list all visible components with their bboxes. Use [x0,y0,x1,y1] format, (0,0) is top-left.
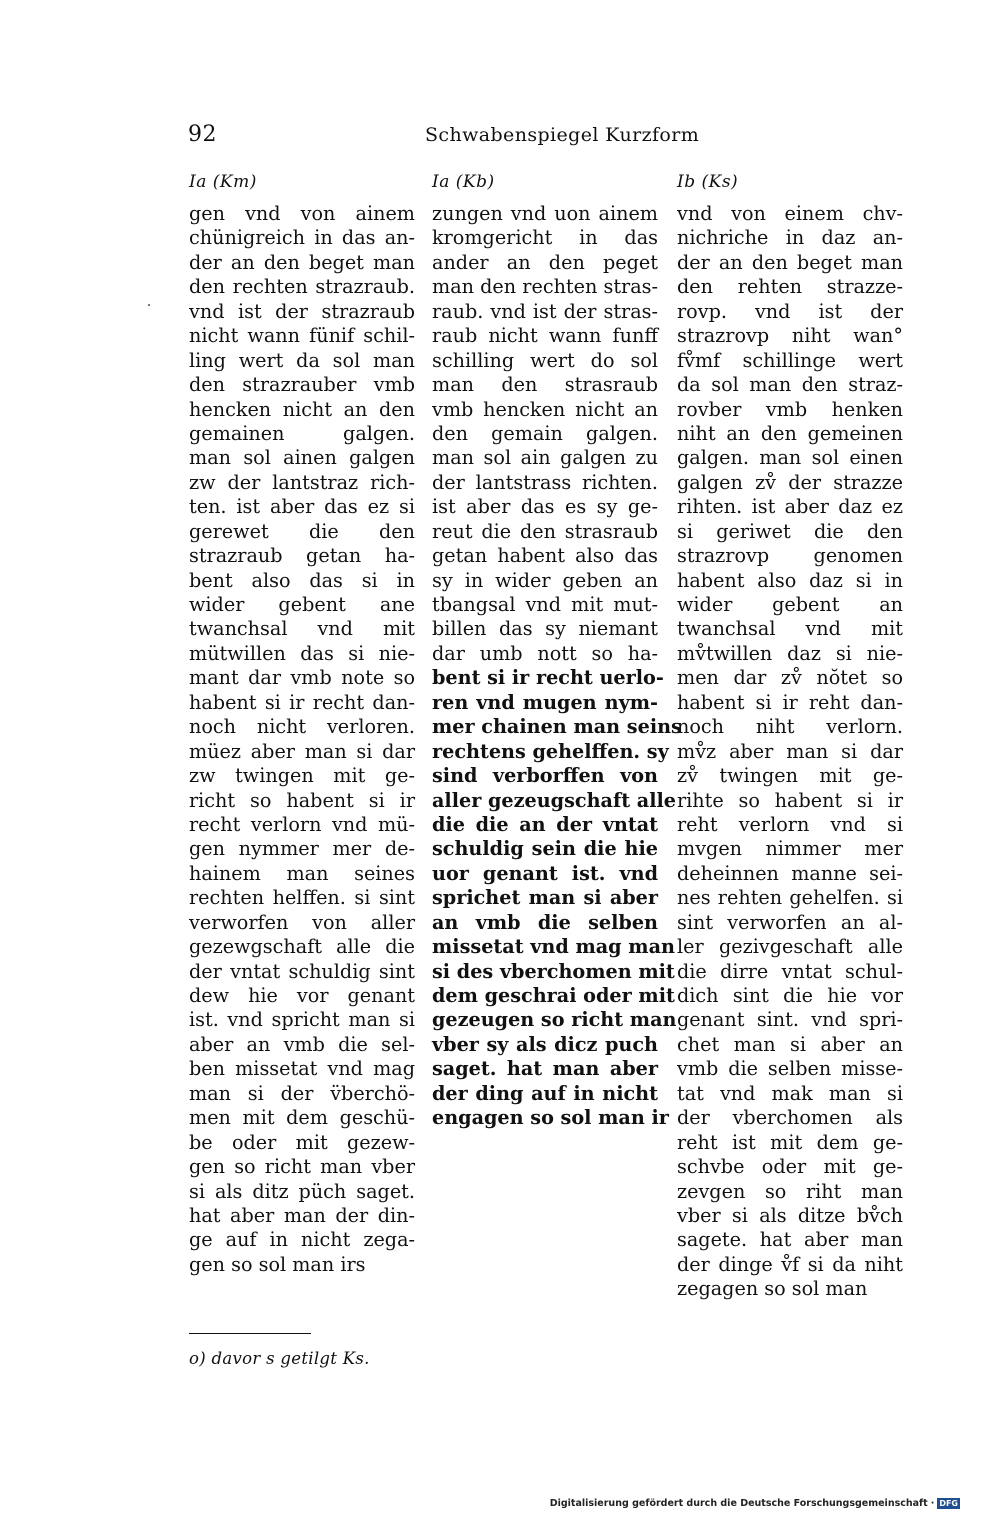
text-line: mant dar vmb note so [189,666,415,690]
text-line: gezeugen so richt man [432,1008,677,1032]
text-line: hencken nicht an den [189,397,415,421]
text-line: ren vnd mugen nym- [432,690,658,714]
text-line: ten. ist aber das ez si [189,495,415,519]
text-column-kb [432,202,682,1131]
page-number: 92 [188,122,217,147]
text-line: nicht wann fünif schil- [189,324,415,348]
text-line: gerewet die den [189,519,415,543]
text-line: rovp. vnd ist der [677,299,903,323]
text-line: wider gebent ane [189,593,415,616]
text-column-km [189,202,415,1277]
text-line: rihte so habent si ir [677,788,903,812]
text-line: hat aber man der din- [189,1203,415,1227]
text-line: ler gezivgeschaft alle [677,935,903,959]
text-line: gen vnd von ainem [189,202,415,225]
text-line: raub. vnd ist der stras- [432,299,658,323]
scan-speck [148,304,150,306]
text-line: uor genant ist. vnd [432,861,658,885]
text-line: zevgen so riht man [677,1179,903,1203]
text-line: rovber vmb henken [677,397,903,421]
text-line: der vntat schuldig sint [189,959,415,983]
text-line: man den strasraub [432,373,658,397]
text-line: habent si ir recht dan- [189,690,415,714]
text-line: billen das sy niemant [432,617,658,641]
text-line: sagete. hat aber man [677,1228,903,1252]
text-line: dich sint die hie vor [677,984,903,1007]
text-line: tat vnd mak man si [677,1081,903,1105]
footnote: o) davor s getilgt Ks. [189,1349,370,1368]
text-line: chet man si aber an [677,1032,903,1056]
text-line: strazrovp genomen [677,544,903,568]
column-heading-ks: Ib (Ks) [677,172,739,192]
text-line: reht ist mit dem ge- [677,1130,903,1154]
text-line: den gemain galgen. [432,421,658,445]
text-line: rechtens gehelffen. sy [432,739,669,763]
text-line: verworfen von aller [189,910,415,934]
text-line: dew hie vor genant [189,984,415,1007]
text-line: gemainen galgen. [189,421,415,445]
text-line: den rehten strazze- [677,275,903,299]
text-line: mvgen nimmer mer [677,837,903,861]
text-line: hainem man seines [189,861,415,885]
text-line: raub nicht wann funff [432,324,658,348]
text-line: vber sy als dicz puch [432,1032,658,1056]
text-line: saget. hat man aber [432,1057,658,1081]
text-line: men dar zv̊ nŏtet so [677,666,903,690]
text-line: den strazrauber vmb [189,373,415,397]
text-line: die dirre vntat schul- [677,959,903,983]
text-line: wider gebent an [677,593,903,616]
text-line: schvbe oder mit ge- [677,1155,903,1179]
text-line: zw twingen mit ge- [189,764,415,788]
text-line: dem geschrai oder mit [432,984,675,1007]
text-line: der lantstrass richten. [432,470,658,494]
text-line: rechten helffen. si sint [189,886,415,910]
text-line: sint verworfen an al- [677,910,903,934]
text-line: niht an den gemeinen [677,421,903,445]
text-line: reht verlorn vnd si [677,812,903,836]
digitization-note [550,1498,960,1509]
text-line: zungen vnd uon ainem [432,202,658,225]
text-line: man sol ain galgen zu [432,446,658,470]
text-line: si geriwet die den [677,519,903,543]
text-line: twanchsal vnd mit [677,617,903,641]
separator-dot: · [930,1498,935,1509]
text-line: galgen. man sol einen [677,446,903,470]
text-line: der vberchomen als [677,1106,903,1130]
text-column-ks [677,202,903,1302]
text-line: habent si ir reht dan- [677,690,903,714]
text-line: be oder mit gezew- [189,1130,415,1154]
text-line: ben missetat vnd mag [189,1057,415,1081]
text-line: tbangsal vnd mit mut- [432,593,658,616]
text-line: nes rehten gehelfen. si [677,886,903,910]
text-line: si als ditz püch saget. [189,1179,415,1203]
text-line: gen so richt man vber [189,1155,415,1179]
text-line: ge auf in nicht zega- [189,1228,415,1252]
text-line: vmb die selben misse- [677,1057,903,1081]
text-line: missetat vnd mag man [432,935,675,959]
text-line: sprichet man si aber [432,886,658,910]
text-line: chünigreich in das an- [189,226,415,250]
text-line: schilling wert do sol [432,348,658,372]
running-title: Schwabenspiegel Kurzform [425,124,700,146]
text-line: der an den beget man [677,250,903,274]
text-line: bent also das si in [189,568,415,592]
text-line: si des vberchomen mit [432,959,675,983]
text-line: richt so habent si ir [189,788,415,812]
text-line: deheinnen manne sei- [677,861,903,885]
text-line: den rechten strazraub. [189,275,415,299]
text-line: bent si ir recht uerlo- [432,666,664,690]
text-line: fv̊mf schillinge wert [677,348,903,372]
text-line: aber an vmb die sel- [189,1032,415,1056]
text-line: an vmb die selben [432,910,658,934]
text-line: vnd von einem chv- [677,202,903,225]
text-line: man si der v̈berchö- [189,1081,415,1105]
text-line: strazraub getan ha- [189,544,415,568]
text-line: mv̊twillen daz si nie- [677,641,903,665]
text-line: twanchsal vnd mit [189,617,415,641]
text-line: müez aber man si dar [189,739,415,763]
text-line: men mit dem geschü- [189,1106,415,1130]
footnote-rule [189,1333,311,1334]
text-line: nichriche in daz an- [677,226,903,250]
text-line: man sol ainen galgen [189,446,415,470]
text-line: strazrovp niht wan° [677,324,903,348]
text-line: ander an den peget [432,250,658,274]
digitization-note-text: Digitalisierung gefördert durch die Deutsche Forschungsgemeinschaft [549,1498,928,1509]
text-line: der an den beget man [189,250,415,274]
text-line: galgen zv̊ der strazze [677,470,903,494]
column-heading-km: Ia (Km) [189,172,257,192]
text-line: rihten. ist aber daz ez [677,495,903,519]
text-line: schuldig sein die hie [432,837,658,861]
text-line: dar umb nott so ha- [432,641,658,665]
text-line: sind verborffen von [432,764,658,788]
column-heading-kb: Ia (Kb) [432,172,495,192]
text-line: sy in wider geben an [432,568,658,592]
text-line: zv̊ twingen mit ge- [677,764,903,788]
text-line: gezewgschaft alle die [189,935,415,959]
text-line: genant sint. vnd spri- [677,1008,903,1032]
text-line: zegagen so sol man [677,1277,868,1301]
text-line: kromgericht in das [432,226,658,250]
text-line: ling wert da sol man [189,348,415,372]
text-line: noch nicht verloren. [189,715,415,739]
text-line: engagen so sol man ir [432,1106,669,1130]
text-line: habent also daz si in [677,568,903,592]
text-line: mer chainen man seins [432,715,682,739]
text-line: ist aber das es sy ge- [432,495,658,519]
text-line: vber si als ditze bv̊ch [677,1203,903,1227]
text-line: gen nymmer mer de- [189,837,415,861]
text-line: ist. vnd spricht man si [189,1008,415,1032]
text-line: da sol man den straz- [677,373,903,397]
text-line: zw der lantstraz rich- [189,470,415,494]
text-line: vmb hencken nicht an [432,397,658,421]
text-line: man den rechten stras- [432,275,658,299]
text-line: aller gezeugschaft alle [432,788,676,812]
text-line: recht verlorn vnd mü- [189,812,415,836]
text-line: gen so sol man irs [189,1252,366,1276]
text-line: der ding auf in nicht [432,1081,658,1105]
text-line: mv̊z aber man si dar [677,739,903,763]
text-line: die die an der vntat [432,812,658,836]
dfg-logo-icon: DFG [939,1499,958,1508]
text-line: mütwillen das si nie- [189,641,415,665]
text-line: getan habent also das [432,544,658,568]
text-line: vnd ist der strazraub [189,299,415,323]
text-line: der dinge v̊f si da niht [677,1252,903,1276]
text-line: reut die den strasraub [432,519,658,543]
text-line: noch niht verlorn. [677,715,903,739]
